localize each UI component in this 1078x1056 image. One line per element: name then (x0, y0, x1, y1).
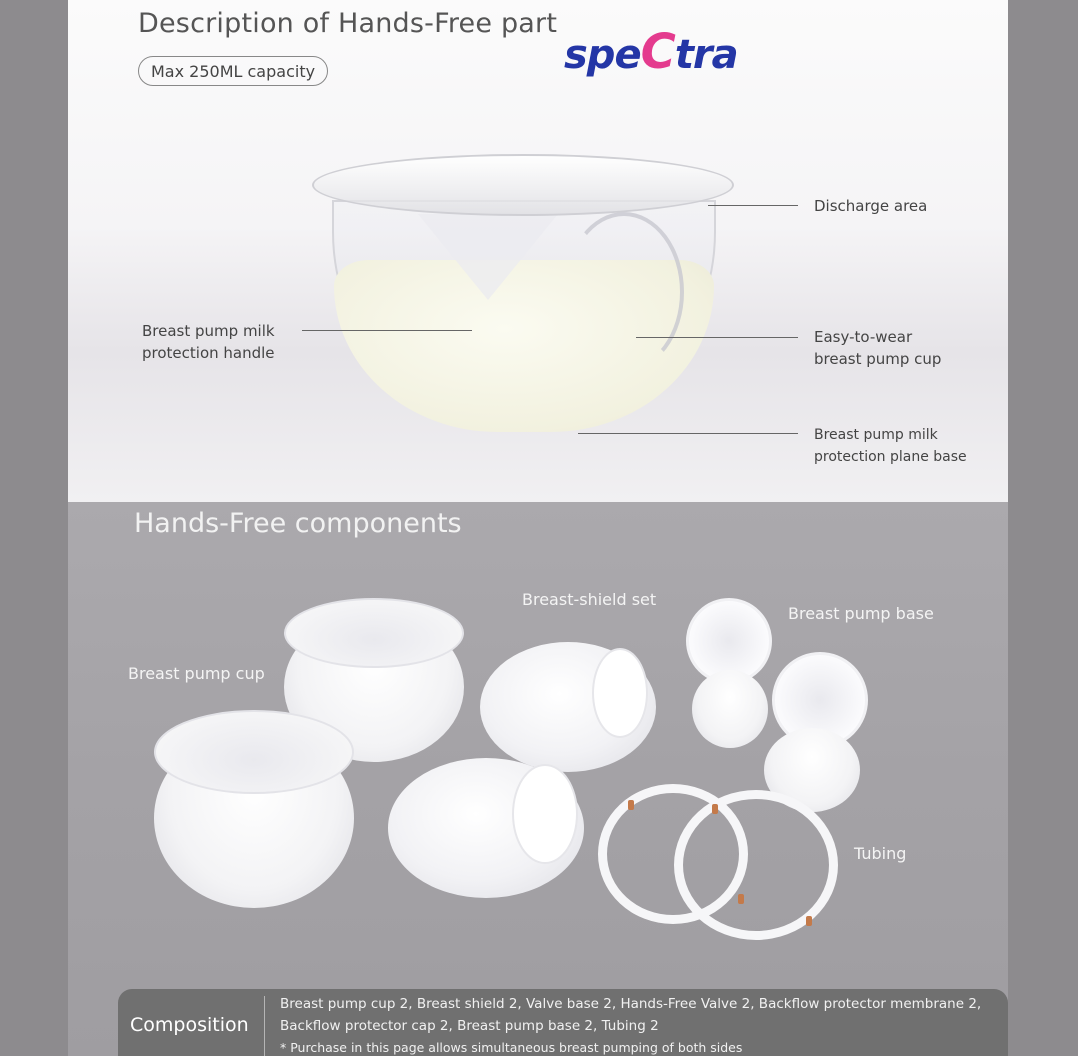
tubing-front-image (674, 790, 838, 940)
label-base-line2: protection plane base (814, 449, 967, 465)
label-tubing: Tubing (854, 844, 907, 863)
label-base-line1: Breast pump milk (814, 427, 938, 443)
label-breast-shield-set: Breast-shield set (522, 590, 657, 609)
logo-part-left: spe (564, 32, 641, 78)
components-panel (68, 502, 1008, 1056)
tube-band-3 (806, 916, 812, 926)
section-title: Description of Hands-Free part (138, 8, 558, 39)
spectra-logo (564, 24, 738, 80)
composition-list (280, 993, 981, 1056)
label-cup-line1: Easy-to-wear (814, 328, 913, 346)
pump-cup-back-rim (284, 598, 464, 668)
composition-line2: Backflow protector cap 2, Breast pump base 2, Tubing 2 (280, 1018, 659, 1034)
tube-band-2 (712, 804, 718, 814)
bowl-rim-image (312, 154, 734, 216)
leader-base (578, 433, 798, 434)
logo-part-right: tra (674, 32, 738, 78)
label-discharge-area: Discharge area (814, 197, 928, 215)
composition-line1: Breast pump cup 2, Breast shield 2, Valve base 2, Hands-Free Valve 2, Backflow protector membrane 2, (280, 996, 982, 1012)
composition-heading: Composition (130, 1014, 249, 1036)
label-handle-line2: protection handle (142, 344, 275, 362)
shield-valve-front (512, 764, 578, 864)
hands-free-part-panel (68, 0, 1008, 502)
label-handle-line1: Breast pump milk (142, 322, 275, 340)
components-title: Hands-Free components (134, 508, 462, 539)
label-pump-cup: Breast pump cup (128, 664, 265, 683)
valve-image (564, 212, 684, 372)
label-pump-base: Breast pump base (788, 604, 934, 623)
label-easy-to-wear-cup (814, 326, 941, 370)
leader-cup (636, 337, 798, 338)
label-plane-base (814, 424, 967, 468)
composition-note: * Purchase in this page allows simultaneous breast pumping of both sides (280, 1040, 743, 1055)
pump-cup-front-rim (154, 710, 354, 794)
shield-valve-back (592, 648, 648, 738)
label-cup-line2: breast pump cup (814, 350, 942, 368)
tube-band-4 (738, 894, 744, 904)
label-protection-handle (142, 320, 275, 364)
funnel-image (418, 214, 558, 300)
left-margin (0, 0, 68, 1056)
composition-divider (264, 996, 265, 1056)
leader-discharge (708, 205, 798, 206)
leader-handle (302, 330, 472, 331)
right-margin (1008, 0, 1078, 1056)
pump-base-back-body (692, 670, 768, 748)
tube-band-1 (628, 800, 634, 810)
capacity-badge: Max 250ML capacity (138, 56, 328, 86)
logo-part-accent: C (640, 24, 675, 80)
